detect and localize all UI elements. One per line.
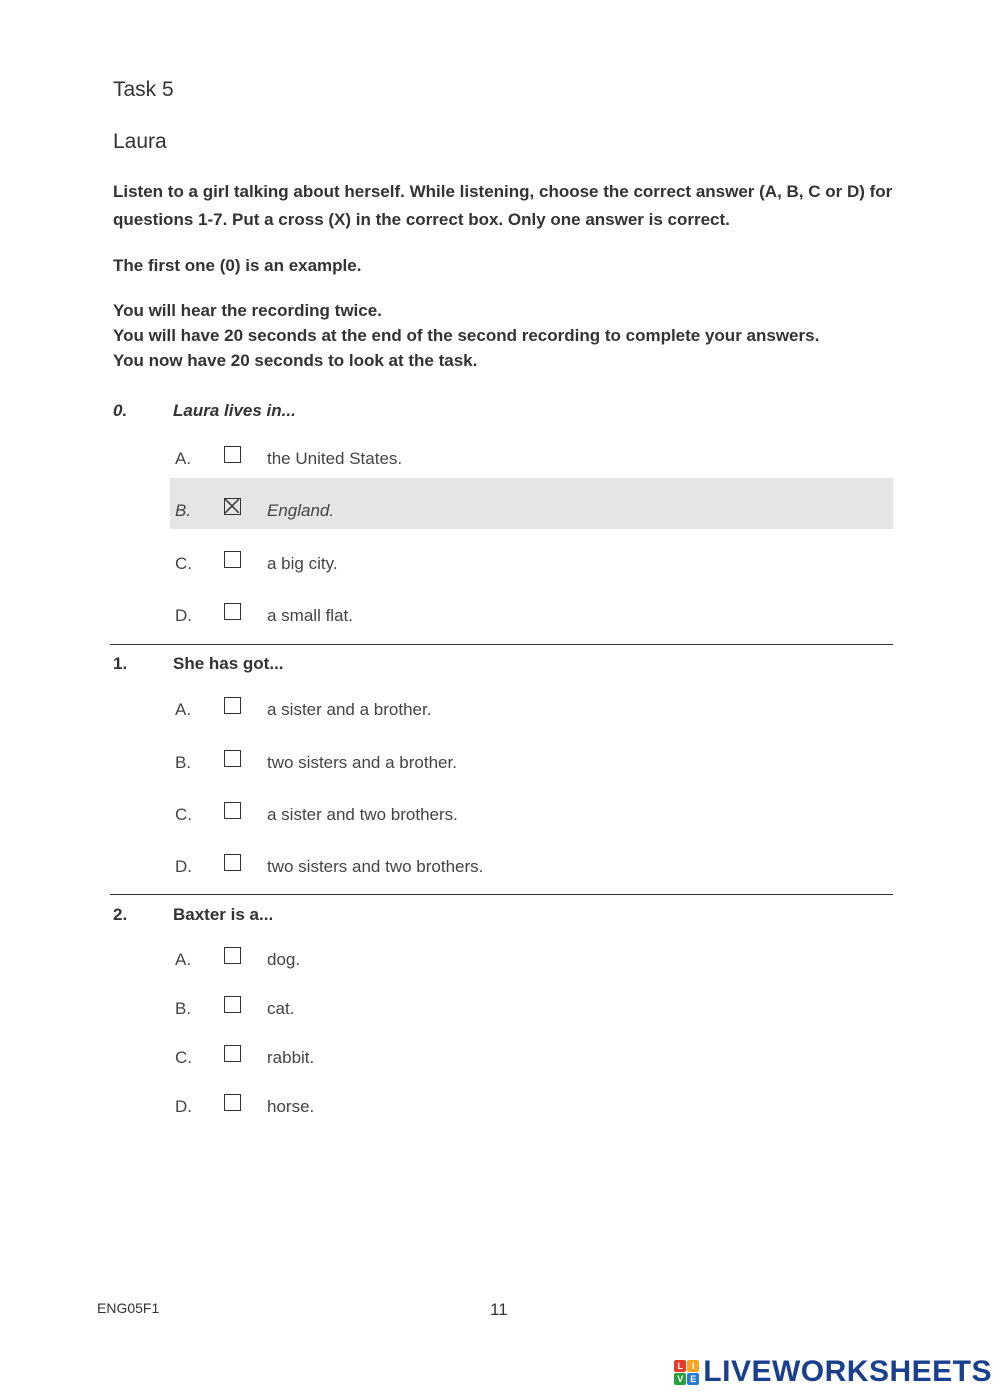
- answer-checkbox[interactable]: [224, 750, 241, 767]
- answer-checkbox-checked[interactable]: [224, 498, 241, 515]
- section-title: Laura: [113, 130, 167, 153]
- answer-checkbox[interactable]: [224, 1094, 241, 1111]
- option-text: dog.: [267, 950, 301, 969]
- answer-checkbox[interactable]: [224, 802, 241, 819]
- option-letter: D.: [175, 1097, 192, 1116]
- option-letter: D.: [175, 857, 192, 876]
- logo-mark-icon: [674, 1360, 699, 1385]
- footer-code: ENG05F1: [97, 1300, 160, 1316]
- instructions-twice: You will hear the recording twice.: [113, 301, 382, 320]
- answer-checkbox[interactable]: [224, 603, 241, 620]
- option-letter: B.: [175, 753, 192, 772]
- option-text: horse.: [267, 1097, 315, 1116]
- task-title: Task 5: [113, 78, 174, 101]
- question-0-text: Laura lives in...: [173, 401, 296, 420]
- logo-mark-letter: L: [674, 1360, 686, 1372]
- option-text: two sisters and two brothers.: [267, 857, 484, 876]
- answer-checkbox[interactable]: [224, 697, 241, 714]
- option-text: England.: [267, 501, 335, 520]
- option-letter: B.: [175, 501, 192, 520]
- option-text: a big city.: [267, 554, 338, 573]
- divider: [110, 644, 893, 645]
- answer-checkbox[interactable]: [224, 996, 241, 1013]
- option-text: two sisters and a brother.: [267, 753, 457, 772]
- question-2-text: Baxter is a...: [173, 905, 274, 924]
- option-text: a small flat.: [267, 606, 353, 625]
- option-letter: A.: [175, 700, 192, 719]
- option-letter: A.: [175, 950, 192, 969]
- answer-checkbox[interactable]: [224, 551, 241, 568]
- logo-text: LIVEWORKSHEETS: [703, 1355, 992, 1388]
- instructions-example: The first one (0) is an example.: [113, 256, 362, 275]
- answer-checkbox[interactable]: [224, 947, 241, 964]
- instructions-main: Listen to a girl talking about herself. While listening, choose the correct answer (A, B, C or D) for questions 1-7. Put a cross (X) in the correct box. Only one answer is correct.: [113, 182, 893, 229]
- answer-checkbox[interactable]: [224, 446, 241, 463]
- option-text: a sister and a brother.: [267, 700, 432, 719]
- option-letter: D.: [175, 606, 192, 625]
- option-text: rabbit.: [267, 1048, 315, 1067]
- logo-mark-letter: E: [687, 1373, 699, 1385]
- answer-checkbox[interactable]: [224, 1045, 241, 1062]
- instructions-time-look: You now have 20 seconds to look at the task.: [113, 351, 478, 370]
- option-text: cat.: [267, 999, 295, 1018]
- option-text: the United States.: [267, 449, 403, 468]
- logo-mark-letter: I: [687, 1360, 699, 1372]
- answer-checkbox[interactable]: [224, 854, 241, 871]
- page-number: 11: [490, 1300, 508, 1319]
- question-0-number: 0.: [113, 401, 128, 420]
- option-letter: C.: [175, 554, 192, 573]
- divider: [110, 894, 893, 895]
- option-letter: B.: [175, 999, 192, 1018]
- question-1-number: 1.: [113, 654, 128, 673]
- instructions-time-end: You will have 20 seconds at the end of the second recording to complete your answers.: [113, 326, 820, 345]
- question-1-text: She has got...: [173, 654, 284, 673]
- logo-mark-letter: V: [674, 1373, 686, 1385]
- question-2-number: 2.: [113, 905, 128, 924]
- option-letter: A.: [175, 449, 192, 468]
- liveworksheets-logo[interactable]: [674, 1356, 992, 1388]
- option-text: a sister and two brothers.: [267, 805, 458, 824]
- option-letter: C.: [175, 805, 192, 824]
- cross-mark-icon: [225, 499, 239, 513]
- option-letter: C.: [175, 1048, 192, 1067]
